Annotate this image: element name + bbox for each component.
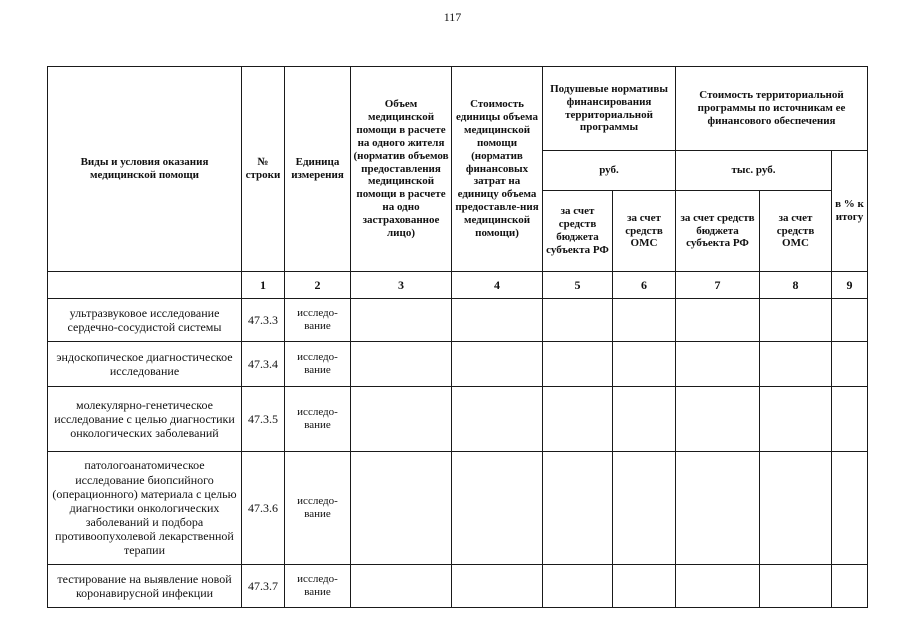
row-cell-empty: [613, 565, 676, 608]
row-cell-empty: [613, 342, 676, 387]
row-unit: исследо-вание: [285, 299, 351, 342]
header-unit-rub: руб.: [543, 151, 676, 191]
table-row: [48, 565, 868, 608]
column-number: 7: [676, 272, 760, 299]
header-volume: Объем медицинской помощи в расчете на одного жителя (норматив объемов предоставления медицинской помощи в расчете на одно застрахованное лицо): [351, 67, 452, 272]
row-cell-empty: [452, 452, 543, 565]
row-cell-empty: [760, 387, 832, 452]
row-cell-empty: [613, 452, 676, 565]
header-row-no: № строки: [242, 67, 285, 272]
row-name: тестирование на выявление новой коронавирусной инфекции: [48, 565, 242, 608]
table-row: [48, 342, 868, 387]
row-cell-empty: [351, 387, 452, 452]
column-number-row: [48, 272, 868, 299]
column-number: 3: [351, 272, 452, 299]
row-cell-empty: [676, 342, 760, 387]
row-cell-empty: [351, 342, 452, 387]
header-unit: Единица измерения: [285, 67, 351, 272]
row-cell-empty: [832, 342, 868, 387]
header-cost: Стоимость единицы объема медицинской помощи (норматив финансовых затрат на единицу объема предоставле-ния медицинской помощи): [452, 67, 543, 272]
header-sub-budget-thous: за счет средств бюджета субъекта РФ: [676, 191, 760, 272]
row-number: 47.3.5: [242, 387, 285, 452]
row-cell-empty: [760, 565, 832, 608]
table-row: [48, 452, 868, 565]
row-cell-empty: [351, 452, 452, 565]
column-number: 6: [613, 272, 676, 299]
row-unit: исследо-вание: [285, 342, 351, 387]
row-cell-empty: [676, 565, 760, 608]
row-name: молекулярно-генетическое исследование с целью диагностики онкологических заболеваний: [48, 387, 242, 452]
row-cell-empty: [543, 452, 613, 565]
row-cell-empty: [543, 565, 613, 608]
column-number: 2: [285, 272, 351, 299]
row-cell-empty: [832, 452, 868, 565]
row-unit: исследо-вание: [285, 452, 351, 565]
row-cell-empty: [543, 387, 613, 452]
row-cell-empty: [760, 342, 832, 387]
header-unit-thous-rub: тыс. руб.: [676, 151, 832, 191]
row-cell-empty: [452, 565, 543, 608]
row-cell-empty: [452, 342, 543, 387]
row-number: 47.3.3: [242, 299, 285, 342]
row-cell-empty: [613, 299, 676, 342]
row-number: 47.3.6: [242, 452, 285, 565]
row-name: эндоскопическое диагностическое исследование: [48, 342, 242, 387]
row-cell-empty: [832, 387, 868, 452]
column-number: 4: [452, 272, 543, 299]
row-cell-empty: [676, 299, 760, 342]
row-cell-empty: [676, 387, 760, 452]
row-cell-empty: [760, 452, 832, 565]
row-cell-empty: [760, 299, 832, 342]
row-name: патологоанатомическое исследование биопсийного (операционного) материала с целью диагностики онкологических заболеваний и подбора противоопухолевой лекарственной терапии: [48, 452, 242, 565]
row-cell-empty: [452, 299, 543, 342]
row-cell-empty: [543, 342, 613, 387]
row-number: 47.3.7: [242, 565, 285, 608]
row-cell-empty: [832, 565, 868, 608]
column-number: 9: [832, 272, 868, 299]
row-cell-empty: [613, 387, 676, 452]
row-cell-empty: [543, 299, 613, 342]
table-row: [48, 299, 868, 342]
header-percent: в % к итогу: [832, 151, 868, 272]
row-cell-empty: [351, 565, 452, 608]
header-sub-oms-thous: за счет средств ОМС: [760, 191, 832, 272]
header-per-capita: Подушевые нормативы финансирования территориальной программы: [543, 67, 676, 151]
row-cell-empty: [832, 299, 868, 342]
row-unit: исследо-вание: [285, 387, 351, 452]
row-unit: исследо-вание: [285, 565, 351, 608]
column-number: 1: [242, 272, 285, 299]
budget-table: [47, 66, 868, 608]
table-row: [48, 387, 868, 452]
header-name: Виды и условия оказания медицинской помощи: [48, 67, 242, 272]
column-number: [48, 272, 242, 299]
row-cell-empty: [452, 387, 543, 452]
header-program-cost: Стоимость территориальной программы по источникам ее финансового обеспечения: [676, 67, 868, 151]
column-number: 8: [760, 272, 832, 299]
header-sub-oms: за счет средств ОМС: [613, 191, 676, 272]
row-number: 47.3.4: [242, 342, 285, 387]
row-name: ультразвуковое исследование сердечно-сосудистой системы: [48, 299, 242, 342]
column-number: 5: [543, 272, 613, 299]
header-sub-budget: за счет средств бюджета субъекта РФ: [543, 191, 613, 272]
row-cell-empty: [676, 452, 760, 565]
row-cell-empty: [351, 299, 452, 342]
page-number: 117: [443, 10, 462, 24]
